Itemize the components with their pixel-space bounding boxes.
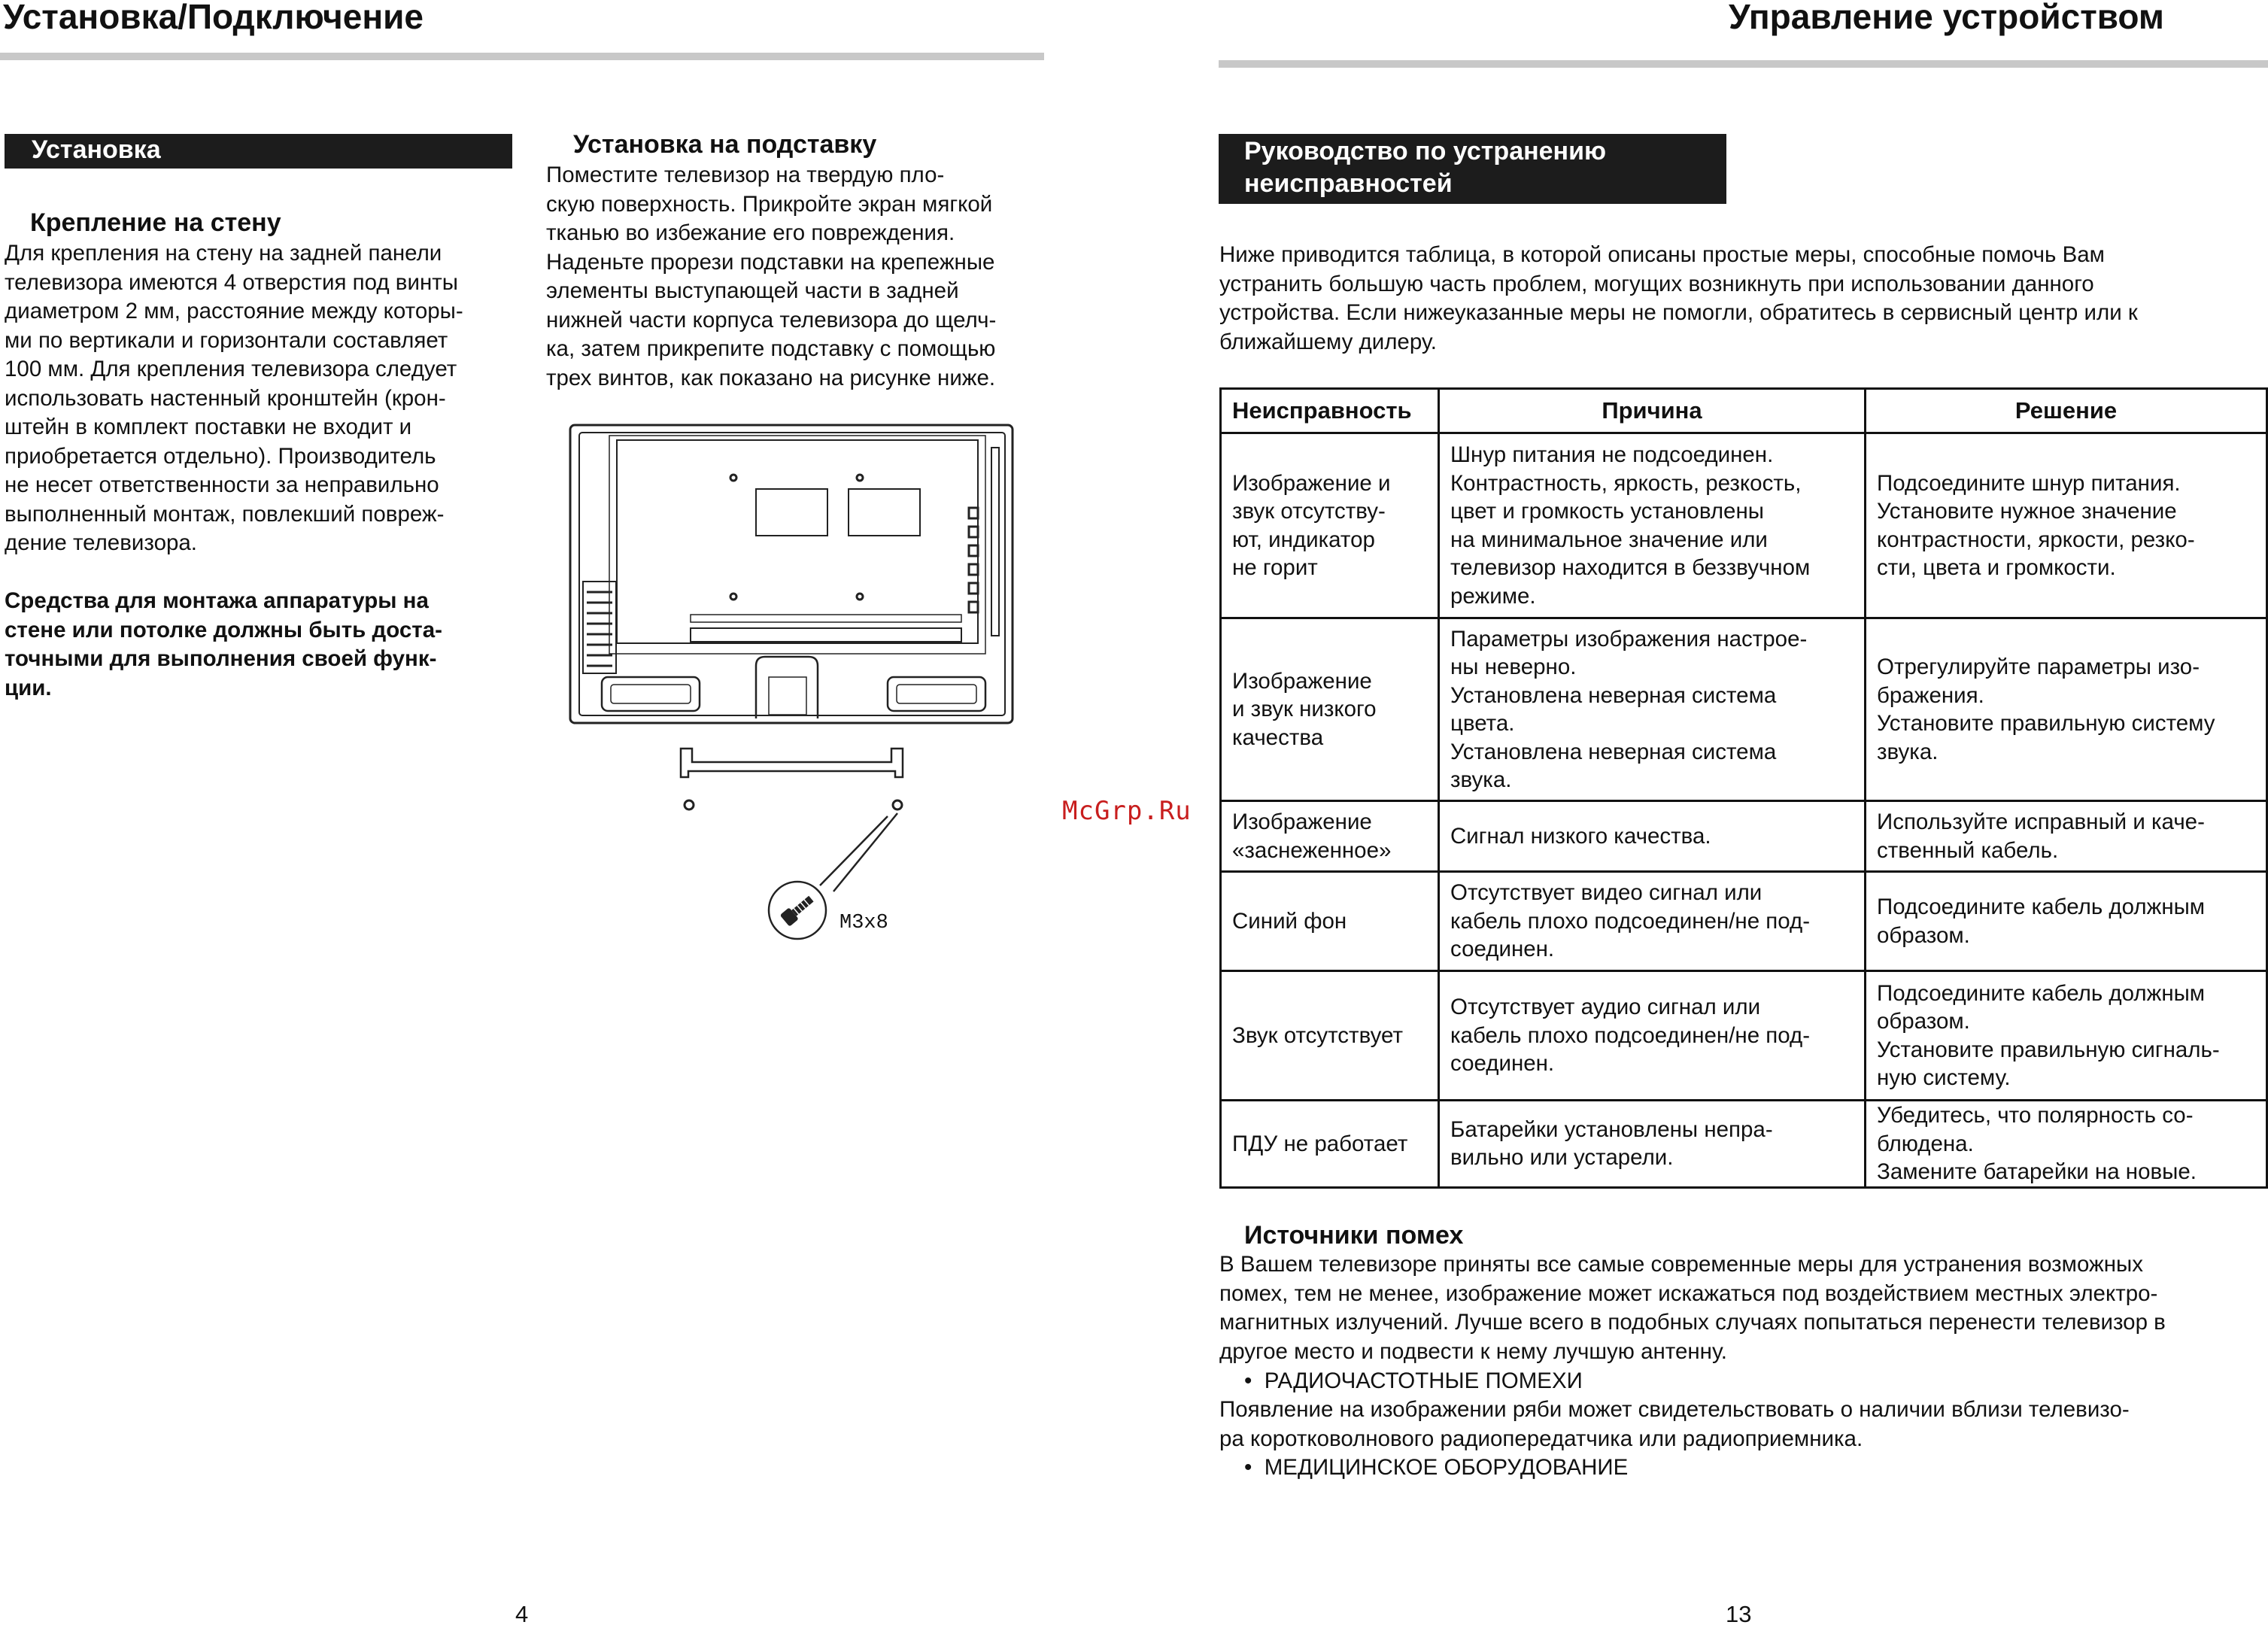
- wall-mount-text-line: ми по вертикали и горизонтали составляет: [5, 327, 448, 353]
- cell-text-line: Контрастность, яркость, резкость,: [1450, 470, 1802, 496]
- table-header-solution: Решение: [1866, 389, 2267, 433]
- wall-mount-warning-line: ции.: [5, 675, 52, 700]
- cell-text-line: Установите нужное значение: [1877, 499, 2177, 524]
- cell-text-line: звука.: [1877, 739, 1939, 764]
- table-cell-cause: [1439, 618, 1866, 801]
- wall-mount-text-line: диаметром 2 мм, расстояние между которы-: [5, 299, 463, 323]
- section-band-troubleshooting: [1219, 134, 1726, 204]
- table-cell-problem: [1221, 1101, 1439, 1188]
- wall-mount-warning-line: точными для выполнения своей функ-: [5, 646, 437, 671]
- table-cell-solution: [1866, 971, 2267, 1101]
- wall-mount-heading: Крепление на стену: [30, 208, 281, 237]
- cell-text-line: Сигнал низкого качества.: [1450, 823, 1711, 849]
- bullet-medical: • МЕДИЦИНСКОЕ ОБОРУДОВАНИЕ: [1244, 1455, 1629, 1480]
- table-cell-problem: [1221, 872, 1439, 971]
- wall-mount-text-line: Для крепления на стену на задней панели: [5, 241, 442, 266]
- cell-text-line: Батарейки установлены непра-: [1450, 1116, 1773, 1142]
- right-page-number: 13: [1726, 1601, 1752, 1627]
- wall-mount-text-line: использовать настенный кронштейн (крон-: [5, 385, 446, 411]
- rf-text-line: ра коротковолнового радиопередатчика или радиоприемника.: [1219, 1426, 1863, 1451]
- cell-text-line: Отсутствует видео сигнал или: [1450, 880, 1762, 906]
- wall-mount-text: [5, 239, 516, 558]
- cell-text-line: кабель плохо подсоединен/не под-: [1450, 1022, 1811, 1048]
- watermark: McGrp.Ru: [1062, 796, 1192, 826]
- wall-mount-text-line: 100 мм. Для крепления телевизора следует: [5, 357, 457, 381]
- cell-text-line: бражения.: [1877, 682, 1984, 708]
- cell-text-line: режиме.: [1450, 583, 1536, 609]
- cell-text-line: Отрегулируйте параметры изо-: [1877, 655, 2200, 679]
- table-header-row: [1221, 389, 2267, 433]
- cell-text-line: телевизор находится в беззвучном: [1450, 555, 1811, 580]
- cell-text-line: соединен.: [1450, 1051, 1555, 1077]
- cell-text-line: блюдена.: [1877, 1131, 1974, 1156]
- wall-mount-text-line: штейн в комплект поставки не входит и: [5, 415, 412, 439]
- cell-text-line: ют, индикатор: [1232, 527, 1375, 552]
- tv-back-stand-diagram: [557, 418, 1023, 959]
- right-page-header: Управление устройством: [1729, 0, 2164, 36]
- cell-text-line: Установите правильную систему: [1877, 711, 2215, 736]
- troubleshooting-table: [1219, 387, 2268, 1189]
- table-header-problem: Неисправность: [1221, 389, 1439, 433]
- table-cell-solution: [1866, 1101, 2267, 1188]
- cell-text-line: Изображение и: [1232, 470, 1391, 496]
- cell-text-line: не горит: [1232, 555, 1318, 580]
- interference-text-line: другое место и подвести к нему лучшую антенну.: [1219, 1338, 1727, 1364]
- screw-size-label: M3x8: [839, 912, 888, 934]
- cell-text-line: звука.: [1450, 767, 1512, 792]
- cell-text-line: Шнур питания не подсоединен.: [1450, 442, 1774, 467]
- cell-text-line: сти, цвета и громкости.: [1877, 555, 2116, 580]
- table-cell-problem: [1221, 618, 1439, 801]
- wall-mount-warning: [5, 587, 516, 703]
- intro-line: устранить большую часть проблем, могущих возникнуть при использовании данного: [1219, 271, 2094, 296]
- cell-text-line: Звук отсутствует: [1232, 1022, 1403, 1048]
- cell-text-line: Установите правильную сигналь-: [1877, 1037, 2220, 1062]
- table-cell-cause: [1439, 971, 1866, 1101]
- table-cell-solution: [1866, 433, 2267, 618]
- wall-mount-text-line: приобретается отдельно). Производитель: [5, 443, 436, 469]
- section-band-line: неисправностей: [1244, 169, 1453, 198]
- cell-text-line: Установлена неверная система: [1450, 739, 1777, 764]
- cell-text-line: «заснеженное»: [1232, 837, 1392, 863]
- table-row: [1221, 1101, 2267, 1188]
- stand-text-line: трех винтов, как показано на рисунке ниже.: [546, 365, 996, 390]
- left-page-header: Установка/Подключение: [3, 0, 424, 36]
- intro-line: ближайшему дилеру.: [1219, 329, 1437, 354]
- section-band-installation: Установка: [5, 134, 512, 169]
- cell-text-line: Подсоедините шнур питания.: [1877, 470, 2181, 496]
- cell-text-line: на минимальное значение или: [1450, 527, 1768, 552]
- bullet-rf-label: РАДИОЧАСТОТНЫЕ ПОМЕХИ: [1264, 1368, 1583, 1393]
- cell-text-line: качества: [1232, 724, 1324, 750]
- wall-mount-warning-line: стене или потолке должны быть доста-: [5, 617, 442, 642]
- intro-line: устройства. Если нижеуказанные меры не помогли, обратитесь в сервисный центр или к: [1219, 300, 2138, 325]
- table-row: [1221, 433, 2267, 618]
- intro-line: Ниже приводится таблица, в которой описаны простые меры, способные помочь Вам: [1219, 242, 2105, 267]
- table-row: [1221, 618, 2267, 801]
- left-header-rule: [0, 53, 1044, 60]
- cell-text-line: ПДУ не работает: [1232, 1131, 1408, 1156]
- stand-text: [546, 161, 1050, 393]
- interference-text-line: магнитных излучений. Лучше всего в подобных случаях попытаться перенести телевизор в: [1219, 1310, 2166, 1335]
- cell-text-line: Подсоедините кабель должным: [1877, 894, 2206, 919]
- stand-heading: Установка на подставку: [573, 130, 877, 159]
- wall-mount-text-line: не несет ответственности за неправильно: [5, 472, 439, 497]
- cell-text-line: цвет и громкость установлены: [1450, 499, 1764, 524]
- bullet-medical-label: МЕДИЦИНСКОЕ ОБОРУДОВАНИЕ: [1264, 1455, 1629, 1480]
- cell-text-line: образом.: [1877, 1009, 1970, 1034]
- cell-text-line: ную систему.: [1877, 1065, 2011, 1090]
- stand-text-line: скую поверхность. Прикройте экран мягкой: [546, 191, 993, 217]
- interference-text-line: помех, тем не менее, изображение может искажаться под воздействием местных электро-: [1219, 1280, 2158, 1306]
- table-row: [1221, 971, 2267, 1101]
- bullet-rf: • РАДИОЧАСТОТНЫЕ ПОМЕХИ: [1244, 1368, 1583, 1393]
- stand-text-line: нижней части корпуса телевизора до щелч-: [546, 307, 997, 333]
- cell-text-line: кабель плохо подсоединен/не под-: [1450, 908, 1811, 934]
- table-cell-cause: [1439, 433, 1866, 618]
- cell-text-line: Замените батарейки на новые.: [1877, 1159, 2197, 1184]
- troubleshooting-intro: [1219, 241, 2265, 357]
- cell-text-line: Отсутствует аудио сигнал или: [1450, 995, 1761, 1020]
- table-cell-problem: [1221, 971, 1439, 1101]
- wall-mount-text-line: дение телевизора.: [5, 530, 197, 555]
- wall-mount-text-line: телевизора имеются 4 отверстия под винты: [5, 269, 458, 295]
- interference-text: [1219, 1250, 2265, 1366]
- interference-text-line: В Вашем телевизоре приняты все самые современные меры для устранения возможных: [1219, 1252, 2144, 1277]
- table-cell-cause: [1439, 872, 1866, 971]
- cell-text-line: Установлена неверная система: [1450, 682, 1777, 708]
- cell-text-line: Синий фон: [1232, 908, 1347, 934]
- section-band-line: Руководство по устранению: [1244, 137, 1607, 166]
- cell-text-line: образом.: [1877, 922, 1970, 948]
- cell-text-line: соединен.: [1450, 937, 1555, 962]
- interference-heading: Источники помех: [1244, 1221, 1464, 1250]
- right-header-rule: [1219, 60, 2268, 68]
- table-row: [1221, 872, 2267, 971]
- cell-text-line: Изображение: [1232, 668, 1372, 694]
- cell-text-line: и звук низкого: [1232, 697, 1377, 722]
- stand-text-line: Наденьте прорези подставки на крепежные: [546, 249, 995, 275]
- stand-text-line: Поместите телевизор на твердую пло-: [546, 162, 945, 187]
- cell-text-line: Используйте исправный и каче-: [1877, 809, 2205, 834]
- table-cell-cause: [1439, 801, 1866, 872]
- table-cell-solution: [1866, 801, 2267, 872]
- cell-text-line: контрастности, яркости, резко-: [1877, 527, 2195, 552]
- cell-text-line: цвета.: [1450, 711, 1515, 736]
- stand-text-line: ка, затем прикрепите подставку с помощью: [546, 336, 996, 361]
- table-cell-solution: [1866, 872, 2267, 971]
- cell-text-line: Подсоедините кабель должным: [1877, 980, 2206, 1006]
- rf-text-line: Появление на изображении ряби может свидетельствовать о наличии вблизи телевизо-: [1219, 1397, 2130, 1422]
- cell-text-line: Изображение: [1232, 809, 1372, 834]
- wall-mount-text-line: выполненный монтаж, повлекший повреж-: [5, 501, 445, 527]
- wall-mount-warning-line: Средства для монтажа аппаратуры на: [5, 588, 429, 613]
- cell-text-line: Параметры изображения настрое-: [1450, 626, 1808, 652]
- cell-text-line: звук отсутству-: [1232, 499, 1386, 524]
- left-page-number: 4: [515, 1601, 529, 1627]
- table-header-cause: Причина: [1439, 389, 1866, 433]
- stand-text-line: тканью во избежание его повреждения.: [546, 220, 955, 245]
- table-cell-cause: [1439, 1101, 1866, 1188]
- stand-text-line: элементы выступающей части в задней: [546, 278, 959, 303]
- cell-text-line: Убедитесь, что полярность со-: [1877, 1103, 2194, 1128]
- cell-text-line: ны неверно.: [1450, 655, 1577, 679]
- table-cell-problem: [1221, 801, 1439, 872]
- cell-text-line: ственный кабель.: [1877, 837, 2059, 863]
- table-cell-problem: [1221, 433, 1439, 618]
- table-cell-solution: [1866, 618, 2267, 801]
- cell-text-line: вильно или устарели.: [1450, 1145, 1674, 1171]
- table-row: [1221, 801, 2267, 872]
- rf-interference-text: [1219, 1396, 2265, 1453]
